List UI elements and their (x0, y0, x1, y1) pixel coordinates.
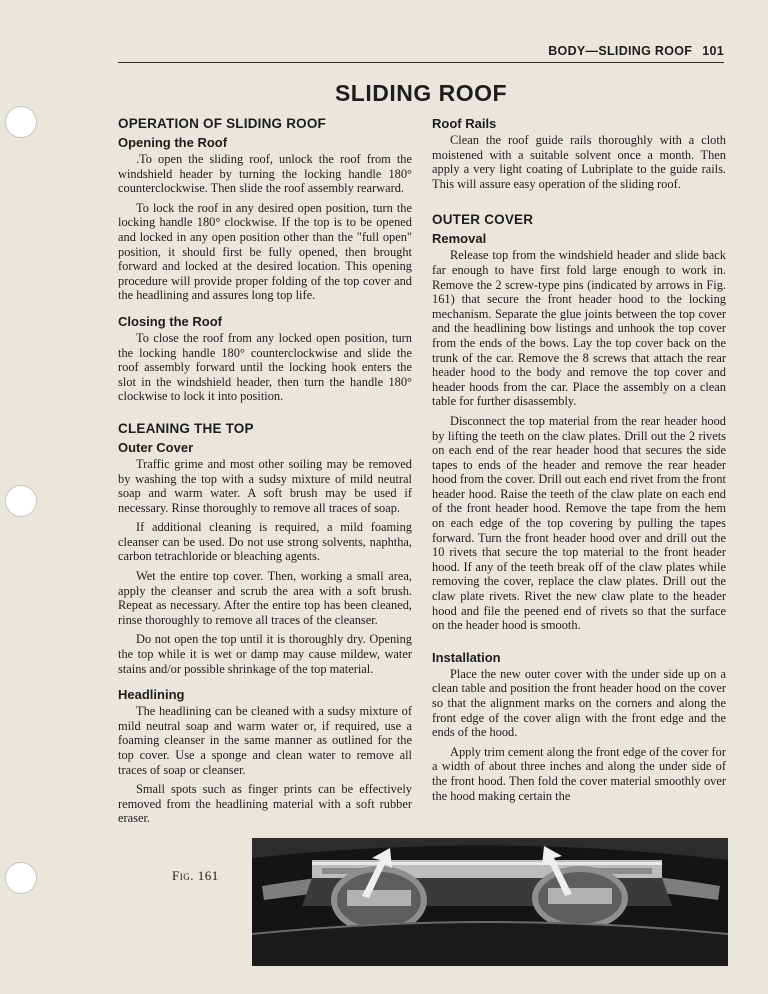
headlining-paragraph-1: The headlining can be cleaned with a sudsy mixture of mild neutral soap and warm water or, if required, use a foaming cleanser in the same manner as outlined for the top cover. Use a sponge and clean water to remove all traces of soap or cleanser. (118, 704, 412, 777)
figure-161-photo (252, 838, 728, 966)
roof-header-photo-illustration (252, 838, 728, 966)
outer-cover-paragraph-3: Wet the entire top cover. Then, working a small area, apply the cleanser and scrub the area with a soft brush. Repeat as necessary. After the entire top has been cleaned, rinse thoroughly to remove all traces of the cleanser. (118, 569, 412, 627)
opening-paragraph-2: To lock the roof in any desired open position, turn the locking handle 180° clockwise. If the top is to be opened and locked in any open position other than the "full open" position, it should first be fully opened, then brought forward and locked at the desired location. This opening procedure will provide proper folding of the top cover and the headlining and assures long top life. (118, 200, 412, 303)
left-column (118, 116, 412, 831)
roof-rails-heading: Roof Rails (432, 116, 497, 131)
closing-heading: Closing the Roof (118, 313, 222, 329)
outer-cover-subheading: Outer Cover (118, 439, 194, 455)
binder-hole-bottom (5, 862, 37, 894)
removal-heading: Removal (432, 231, 487, 247)
figure-caption: Fig. 161 (172, 868, 219, 883)
outer-cover-paragraph-4: Do not open the top until it is thoroughly dry. Opening the top while it is wet or damp may cause mildew, water stains and/or possible shrinkage of the top material. (118, 632, 412, 676)
installation-heading: Installation (432, 649, 501, 665)
binder-hole-middle (5, 485, 37, 517)
binder-hole-top (5, 106, 37, 138)
page-number: 101 (702, 44, 724, 58)
installation-paragraph-2: Apply trim cement along the front edge of the cover for a width of about three inches and along the under side of the front hood. Then fold the cover material smoothly over the hood making certain the (432, 744, 726, 803)
removal-paragraph-1: Release top from the windshield header and slide back far enough to have first fold large enough to work in. Remove the 2 screw-type pins (indicated by arrows in Fig. 161) that secure the front header hood to the locking mechanism. Separate the glue joints between the top cover and the headlining bow listings and unhook the top cover from the ends of the bows. Lay the top cover back on the trunk of the car. Remove the 8 screws that attach the rear header hood to the body and remove the top cover and header hoods from the car. Place the assembly on a clean table for further disassembly. (432, 248, 726, 409)
cleaning-heading: CLEANING THE TOP (118, 420, 254, 436)
headlining-heading: Headlining (118, 687, 185, 703)
headlining-paragraph-2: Small spots such as finger prints can be effectively removed from the headlining material with a soft rubber eraser. (118, 782, 412, 826)
right-column (432, 116, 726, 808)
outer-cover-paragraph-2: If additional cleaning is required, a mild foaming cleanser can be used. Do not use strong solvents, naphtha, carbon tetrachloride or bleaching agents. (118, 520, 412, 564)
removal-paragraph-2: Disconnect the top material from the rear header hood by lifting the teeth on the claw plates. Drill out the 2 rivets on each end of the rear header hood that secures the side tapes to ends of the header and remove the rear header hood from the cover. Drill out each end rivet from the front header hood. Raise the teeth of the claw plate on each end of the front header hood. Remove the tape from the hem on each edge of the top covering by pulling the tapes forward. Turn the front header hood over and drill out the 10 rivets that secure the top material to the front header hood. If any of the teeth break off of the claw plates while removing the cover, replace the claw plates. Drill out the claw plate rivets. Rivet the new claw plate to the header hood and file the peened end of rivets so that the surface on the header hood is smooth. (432, 413, 726, 633)
opening-heading: Opening the Roof (118, 135, 228, 150)
operation-heading: OPERATION OF SLIDING ROOF (118, 116, 327, 131)
running-header (548, 44, 724, 58)
installation-paragraph-1: Place the new outer cover with the under side up on a clean table and position the front header hood on the cover so that the alignment marks on the corners and along the front edge of the cover align with the front edge and the ends of the hood. (432, 666, 726, 740)
opening-paragraph-1: .To open the sliding roof, unlock the roof from the windshield header by turning the locking handle 180° counterclockwise. Then slide the roof assembly rearward. (118, 152, 412, 196)
roof-rails-paragraph: Clean the roof guide rails thoroughly with a cloth moistened with a suitable solvent once a month. Then apply a very light coating of Lubriplate to the guide rails. This will assure easy operation of the sliding roof. (432, 133, 726, 191)
page-title: SLIDING ROOF (334, 80, 508, 106)
outer-cover-heading: OUTER COVER (432, 212, 534, 228)
header-rule (118, 62, 724, 63)
closing-paragraph-1: To close the roof from any locked open position, turn the locking handle 180° counterclockwise and slide the roof assembly forward until the locking hook enters the slot in the windshield header, then turn the handle 180° clockwise to lock it into position. (118, 330, 412, 404)
section-title: BODY—SLIDING ROOF (548, 44, 693, 58)
outer-cover-paragraph-1: Traffic grime and most other soiling may be removed by washing the top with a sudsy mixture of mild neutral soap and warm water. A soft brush may be used if necessary. Rinse thoroughly to remove all traces of soap. (118, 456, 412, 515)
